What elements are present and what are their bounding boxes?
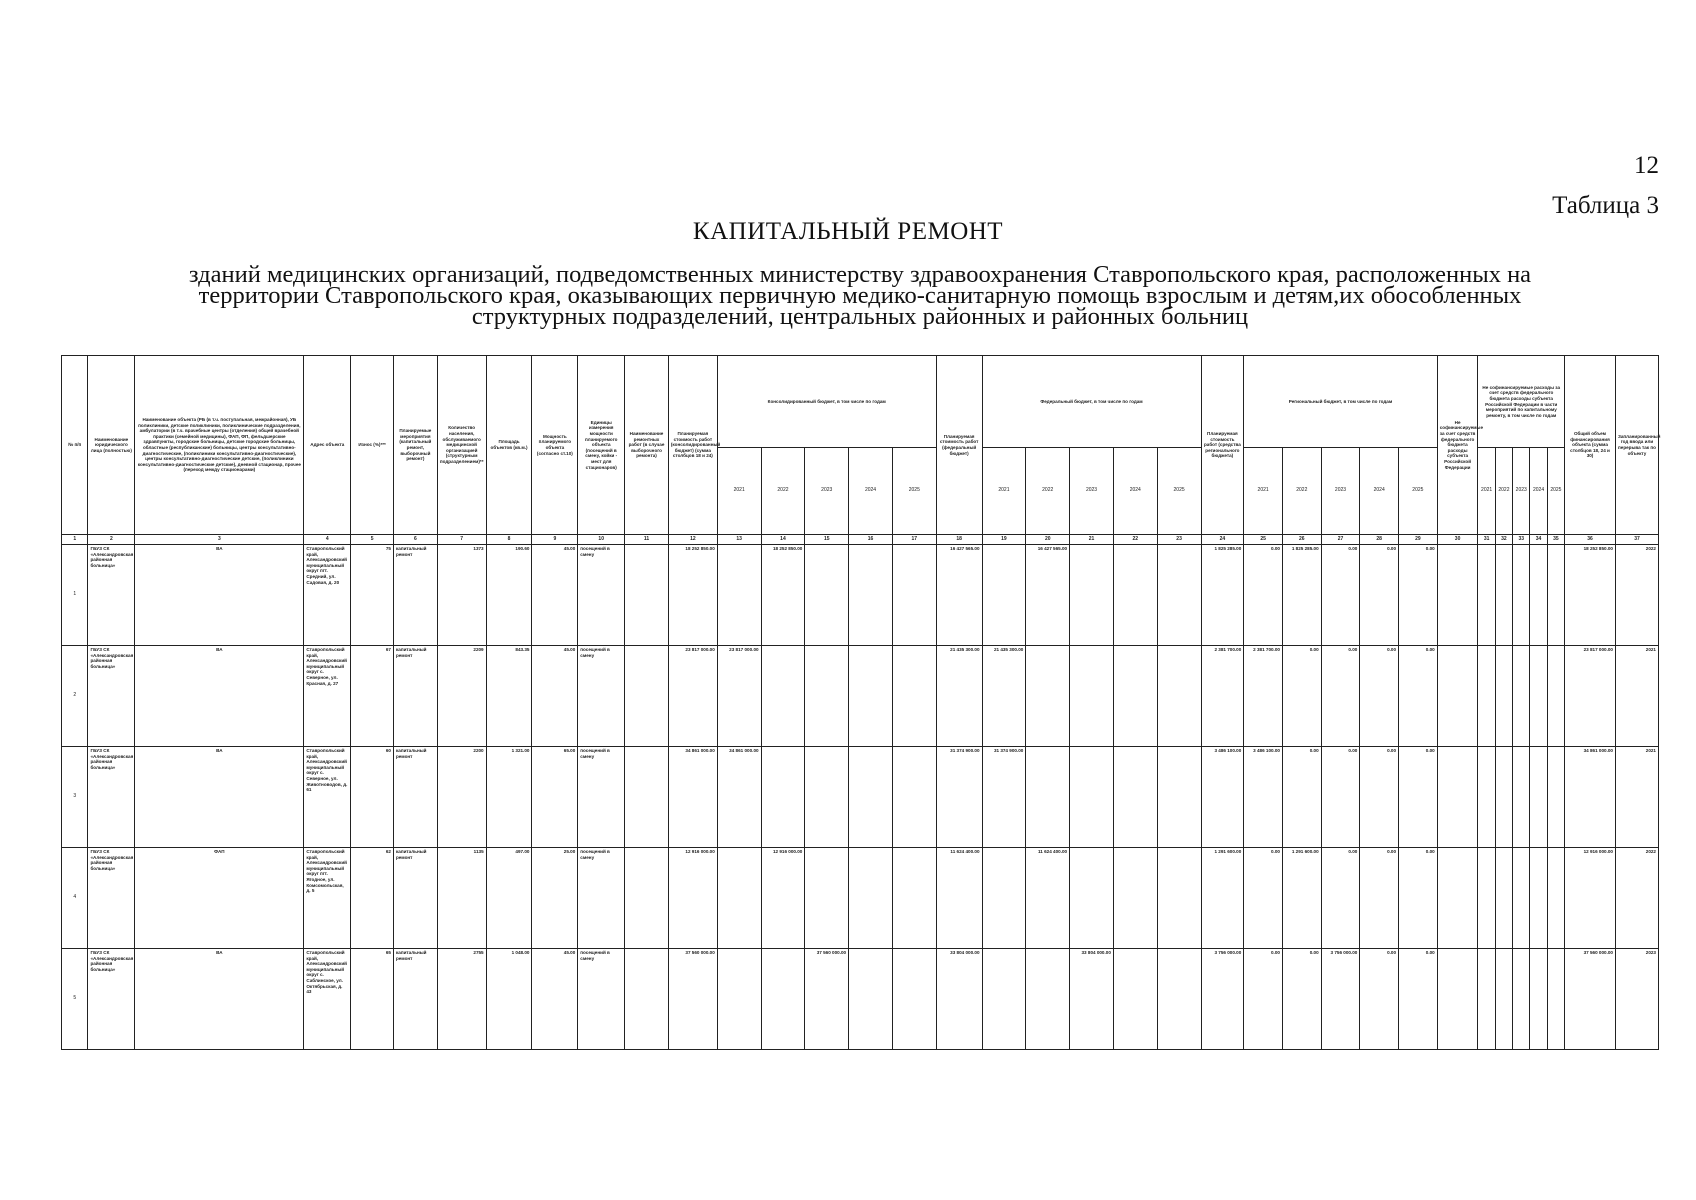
non-cofinanced-year-value (1478, 545, 1495, 646)
consolidated-year-value: 37 560 000.00 (805, 949, 849, 1050)
regional-year-value: 0.00 (1360, 848, 1399, 949)
consolidated-year-value (892, 545, 936, 646)
row-number: 1 (62, 545, 88, 646)
regional-year-value: 0.00 (1321, 545, 1360, 646)
non-cofinanced-year-value (1495, 848, 1512, 949)
header-year: 2023 (1321, 448, 1360, 535)
non-cofinanced-year-value (1478, 747, 1495, 848)
wear-percent: 67 (351, 646, 394, 747)
column-number: 36 (1565, 535, 1616, 545)
federal-year-value (1026, 949, 1070, 1050)
column-number: 16 (849, 535, 893, 545)
capacity-unit: посещений в смену (578, 545, 625, 646)
header-federal-budget: Федеральный бюджет, в том числе по годам (982, 356, 1201, 448)
organization-name: ГБУЗ СК «Александровская районная больница» (88, 646, 135, 747)
regional-cost: 3 756 000.00 (1201, 949, 1244, 1050)
header-year: 2022 (1495, 448, 1512, 535)
planned-event: капитальный ремонт (393, 848, 437, 949)
column-number: 11 (625, 535, 669, 545)
column-number: 4 (304, 535, 351, 545)
planned-event: капитальный ремонт (393, 545, 437, 646)
total-financing: 18 252 850.00 (1565, 545, 1616, 646)
non-cofinanced-year-value (1547, 747, 1564, 848)
repair-works (625, 848, 669, 949)
regional-year-value: 3 756 000.00 (1321, 949, 1360, 1050)
planned-year: 2021 (1615, 747, 1658, 848)
header-year: 2024 (1113, 448, 1157, 535)
document-title: КАПИТАЛЬНЫЙ РЕМОНТ (692, 218, 1004, 245)
non-cofinanced-year-value (1547, 949, 1564, 1050)
column-number: 2 (88, 535, 135, 545)
capacity-unit: посещений в смену (578, 747, 625, 848)
total-financing: 23 817 000.00 (1565, 646, 1616, 747)
column-number: 28 (1360, 535, 1399, 545)
planned-cost-total: 18 252 850.00 (668, 545, 717, 646)
column-number: 25 (1244, 535, 1283, 545)
header-number: № п/п (62, 356, 88, 535)
regional-year-value: 0.00 (1282, 646, 1321, 747)
federal-year-value: 11 624 400.00 (1026, 848, 1070, 949)
repair-works (625, 747, 669, 848)
federal-year-value (1070, 747, 1114, 848)
capacity-unit: посещений в смену (578, 949, 625, 1050)
header-regional-cost: Планируемая стоимость работ (средства регионального бюджета) (1201, 356, 1244, 535)
header-capacity-unit: Единицы измерения мощности планируемого объекта (посещений в смену, койки - мест для стационаров) (578, 356, 625, 535)
consolidated-year-value (892, 949, 936, 1050)
consolidated-year-value (805, 646, 849, 747)
subtitle-line: зданий медицинских организаций, подведомственных министерству здравоохранения Ставропольского края, расположенных на (188, 261, 1532, 288)
planned-year: 2022 (1615, 848, 1658, 949)
header-repair-works: Наименование ремонтных работ (в случае выборочного ремонта) (625, 356, 669, 535)
object-address: Ставропольский край, Александровский муниципальный округ пгт. Ягодное, ул. Комсомольская, д. 5 (304, 848, 351, 949)
area: 843.35 (486, 646, 532, 747)
header-non-cofinanced: Не софинансируемые за счет средств федерального бюджета расходы субъекта Российской Федерации (1437, 356, 1478, 535)
header-regional-budget: Региональный бюджет, в том числе по годам (1244, 356, 1437, 448)
federal-year-value (982, 949, 1026, 1050)
non-cofinanced-year-value (1513, 747, 1530, 848)
non-cofinanced-year-value (1513, 646, 1530, 747)
federal-year-value: 16 427 565.00 (1026, 545, 1070, 646)
federal-year-value (1113, 545, 1157, 646)
consolidated-year-value (849, 949, 893, 1050)
total-financing: 37 560 000.00 (1565, 949, 1616, 1050)
object-type: ВА (135, 646, 304, 747)
header-year: 2025 (1399, 448, 1438, 535)
population: 2209 (437, 646, 486, 747)
planned-cost-total: 37 560 000.00 (668, 949, 717, 1050)
object-address: Ставропольский край, Александровский муниципальный округ с. Северное, ул. Красная, д. 27 (304, 646, 351, 747)
header-year: 2021 (717, 448, 761, 535)
header-object-name: Наименование объекта (РБ (в т.ч. поступальная, межрайонная), УБ поликлиники, детские поликлиники, поликлинические подразделения, амбулатории (в т.ч. врачебные центры (отделения) общей врачебной практики (семейной медицины), ФАП, ФП, фельдшерские здравпункты, городские больницы, детские городские больницы, областные (республиканские) больницы, центры консультативно-диагностические, (поликлиники консультативно-диагностические), центры консультативно-диагностические детские, (поликлиники консультативно-диагностические детские), дневной стационар, прочее (переход между стационарами) (135, 356, 304, 535)
federal-year-value (1157, 747, 1201, 848)
non-cofinanced-year-value (1530, 747, 1547, 848)
non-cofinanced-year-value (1547, 545, 1564, 646)
non-cofinanced-year-value (1547, 848, 1564, 949)
planned-cost-total: 12 916 000.00 (668, 848, 717, 949)
capacity: 45.00 (532, 545, 578, 646)
planned-cost-total: 34 861 000.00 (668, 747, 717, 848)
capacity: 45.00 (532, 949, 578, 1050)
non-cofinanced-cost (1437, 848, 1478, 949)
column-number: 19 (982, 535, 1026, 545)
regional-year-value: 0.00 (1282, 747, 1321, 848)
consolidated-year-value (892, 747, 936, 848)
consolidated-year-value: 34 861 000.00 (717, 747, 761, 848)
federal-year-value (1113, 848, 1157, 949)
regional-year-value: 3 486 100.00 (1244, 747, 1283, 848)
object-address: Ставропольский край, Александровский муниципальный округ пгт. Средний, ул. Садовая, д. 20 (304, 545, 351, 646)
capacity-unit: посещений в смену (578, 646, 625, 747)
consolidated-year-value (849, 646, 893, 747)
regional-year-value: 2 381 700.00 (1244, 646, 1283, 747)
consolidated-year-value (761, 949, 805, 1050)
federal-cost: 16 427 565.00 (936, 545, 982, 646)
header-year: 2025 (1157, 448, 1201, 535)
object-address: Ставропольский край, Александровский муниципальный округ с. Северное, ул. Животноводов, д. 61 (304, 747, 351, 848)
population: 2200 (437, 747, 486, 848)
header-planned-events: Планируемые мероприятия (капитальный ремонт, выборочный ремонт) (393, 356, 437, 535)
column-number: 13 (717, 535, 761, 545)
regional-year-value: 1 291 600.00 (1282, 848, 1321, 949)
non-cofinanced-year-value (1495, 747, 1512, 848)
regional-cost: 3 486 100.00 (1201, 747, 1244, 848)
consolidated-year-value (892, 848, 936, 949)
non-cofinanced-cost (1437, 949, 1478, 1050)
column-number: 15 (805, 535, 849, 545)
regional-year-value: 0.00 (1399, 848, 1438, 949)
header-year: 2024 (1530, 448, 1547, 535)
column-number: 37 (1615, 535, 1658, 545)
header-year: 2024 (849, 448, 893, 535)
document-subtitle (105, 261, 1615, 330)
column-number: 20 (1026, 535, 1070, 545)
table-row (62, 747, 1659, 848)
federal-year-value: 31 374 900.00 (982, 747, 1026, 848)
federal-year-value: 33 804 000.00 (1070, 949, 1114, 1050)
population: 1135 (437, 848, 486, 949)
planned-cost-total: 23 817 000.00 (668, 646, 717, 747)
non-cofinanced-year-value (1513, 545, 1530, 646)
federal-year-value (1070, 646, 1114, 747)
regional-year-value: 0.00 (1360, 949, 1399, 1050)
consolidated-year-value (717, 848, 761, 949)
object-type: ВА (135, 949, 304, 1050)
column-number: 29 (1399, 535, 1438, 545)
header-federal-cost: Планируемая стоимость работ (федеральный бюджет) (936, 356, 982, 535)
federal-cost: 11 624 400.00 (936, 848, 982, 949)
regional-year-value: 0.00 (1399, 646, 1438, 747)
table-label: Таблица 3 (1552, 192, 1659, 219)
organization-name: ГБУЗ СК «Александровская районная больница» (88, 747, 135, 848)
capital-repair-table (61, 355, 1659, 1050)
organization-name: ГБУЗ СК «Александровская районная больница» (88, 545, 135, 646)
row-number: 5 (62, 949, 88, 1050)
non-cofinanced-year-value (1478, 848, 1495, 949)
repair-works (625, 646, 669, 747)
organization-name: ГБУЗ СК «Александровская районная больница» (88, 949, 135, 1050)
consolidated-year-value (849, 747, 893, 848)
planned-year: 2023 (1615, 949, 1658, 1050)
header-year: 2021 (1244, 448, 1283, 535)
non-cofinanced-year-value (1530, 646, 1547, 747)
column-number: 34 (1530, 535, 1547, 545)
subtitle-line: структурных подразделений, центральных районных и районных больниц (471, 303, 1249, 330)
header-year: 2022 (1026, 448, 1070, 535)
column-number: 3 (135, 535, 304, 545)
federal-cost: 31 374 900.00 (936, 747, 982, 848)
column-number: 23 (1157, 535, 1201, 545)
regional-year-value: 0.00 (1282, 949, 1321, 1050)
header-year: 2021 (1478, 448, 1495, 535)
consolidated-year-value (761, 747, 805, 848)
column-number: 33 (1513, 535, 1530, 545)
federal-year-value (1157, 848, 1201, 949)
column-number: 21 (1070, 535, 1114, 545)
regional-cost: 1 291 600.00 (1201, 848, 1244, 949)
federal-year-value (982, 545, 1026, 646)
regional-year-value: 0.00 (1399, 545, 1438, 646)
wear-percent: 75 (351, 545, 394, 646)
federal-year-value (982, 848, 1026, 949)
header-non-cofinanced-years: Не софинансируемые расходы за счет средств федерального бюджета расходы субъекта Российской Федерации в части мероприятий по капитальному ремонту, в том числе по годам (1478, 356, 1565, 448)
federal-year-value (1026, 747, 1070, 848)
object-type: ВА (135, 747, 304, 848)
header-year: 2022 (761, 448, 805, 535)
column-number: 27 (1321, 535, 1360, 545)
federal-year-value (1070, 545, 1114, 646)
header-year: 2023 (1070, 448, 1114, 535)
non-cofinanced-year-value (1530, 848, 1547, 949)
wear-percent: 60 (351, 747, 394, 848)
table-row (62, 848, 1659, 949)
non-cofinanced-year-value (1513, 848, 1530, 949)
regional-year-value: 1 825 285.00 (1282, 545, 1321, 646)
column-number: 22 (1113, 535, 1157, 545)
federal-year-value (1157, 545, 1201, 646)
table-row (62, 949, 1659, 1050)
column-number: 12 (668, 535, 717, 545)
regional-year-value: 0.00 (1360, 747, 1399, 848)
regional-year-value: 0.00 (1244, 848, 1283, 949)
federal-year-value (1157, 949, 1201, 1050)
planned-event: капитальный ремонт (393, 949, 437, 1050)
repair-works (625, 545, 669, 646)
column-number: 35 (1547, 535, 1564, 545)
header-planned-year: Запланированный год ввода или перерыва так по объекту (1615, 356, 1658, 535)
population: 2755 (437, 949, 486, 1050)
consolidated-year-value (805, 545, 849, 646)
column-number: 24 (1201, 535, 1244, 545)
table-row (62, 545, 1659, 646)
non-cofinanced-year-value (1513, 949, 1530, 1050)
column-number: 10 (578, 535, 625, 545)
area: 1 048.00 (486, 949, 532, 1050)
consolidated-year-value (849, 848, 893, 949)
planned-event: капитальный ремонт (393, 646, 437, 747)
row-number: 2 (62, 646, 88, 747)
regional-year-value: 0.00 (1244, 545, 1283, 646)
header-population: Количество населения, обслуживаемого медицинской организацией (структурным подразделением)** (437, 356, 486, 535)
federal-cost: 33 804 000.00 (936, 949, 982, 1050)
row-number: 3 (62, 747, 88, 848)
capacity-unit: посещений в смену (578, 848, 625, 949)
federal-year-value (1113, 747, 1157, 848)
column-number: 14 (761, 535, 805, 545)
header-year: 2024 (1360, 448, 1399, 535)
header-year: 2023 (1513, 448, 1530, 535)
total-financing: 34 861 000.00 (1565, 747, 1616, 848)
header-address: Адрес объекта (304, 356, 351, 535)
planned-year: 2021 (1615, 646, 1658, 747)
total-financing: 12 916 000.00 (1565, 848, 1616, 949)
non-cofinanced-year-value (1478, 949, 1495, 1050)
consolidated-year-value (761, 646, 805, 747)
regional-year-value: 0.00 (1360, 545, 1399, 646)
federal-year-value (1070, 848, 1114, 949)
consolidated-year-value (805, 747, 849, 848)
federal-cost: 21 435 300.00 (936, 646, 982, 747)
population: 1373 (437, 545, 486, 646)
federal-year-value (1113, 949, 1157, 1050)
non-cofinanced-year-value (1495, 545, 1512, 646)
column-number: 6 (393, 535, 437, 545)
non-cofinanced-year-value (1530, 949, 1547, 1050)
header-total-financing: Общий объем финансирования объекта (сумма столбцов 18, 24 и 30) (1565, 356, 1616, 535)
non-cofinanced-year-value (1530, 545, 1547, 646)
header-year: 2025 (892, 448, 936, 535)
header-wear: Износ (%)*** (351, 356, 394, 535)
consolidated-year-value (717, 545, 761, 646)
consolidated-year-value (892, 646, 936, 747)
column-number: 7 (437, 535, 486, 545)
federal-year-value (1026, 646, 1070, 747)
consolidated-year-value: 12 916 000.00 (761, 848, 805, 949)
non-cofinanced-year-value (1547, 646, 1564, 747)
header-organization: Наименование юридического лица (полностью) (88, 356, 135, 535)
non-cofinanced-year-value (1495, 949, 1512, 1050)
capacity: 45.00 (532, 646, 578, 747)
column-number: 31 (1478, 535, 1495, 545)
column-number: 5 (351, 535, 394, 545)
row-number: 4 (62, 848, 88, 949)
subtitle-line: территории Ставропольского края, оказывающих первичную медико-санитарную помощь взрослым и детям,их обособленных (198, 282, 1522, 309)
column-number: 26 (1282, 535, 1321, 545)
column-number: 8 (486, 535, 532, 545)
capacity: 25.00 (532, 848, 578, 949)
table-row (62, 646, 1659, 747)
non-cofinanced-year-value (1478, 646, 1495, 747)
column-number: 18 (936, 535, 982, 545)
header-capacity: Мощность планируемого объекта (согласно ст.10) (532, 356, 578, 535)
repair-works (625, 949, 669, 1050)
consolidated-year-value (849, 545, 893, 646)
regional-year-value: 0.00 (1321, 747, 1360, 848)
regional-year-value: 0.00 (1321, 646, 1360, 747)
wear-percent: 62 (351, 848, 394, 949)
header-consolidated-budget: Консолидированный бюджет, в том числе по годам (717, 356, 936, 448)
federal-year-value (1157, 646, 1201, 747)
regional-cost: 2 381 700.00 (1201, 646, 1244, 747)
header-year: 2021 (982, 448, 1026, 535)
non-cofinanced-year-value (1495, 646, 1512, 747)
object-address: Ставропольский край, Александровский муниципальный округ с. Саблинское, ул. Октябрьская, д. 43 (304, 949, 351, 1050)
federal-year-value: 21 435 300.00 (982, 646, 1026, 747)
consolidated-year-value: 23 817 000.00 (717, 646, 761, 747)
regional-year-value: 0.00 (1321, 848, 1360, 949)
consolidated-year-value (717, 949, 761, 1050)
regional-cost: 1 825 285.00 (1201, 545, 1244, 646)
object-type: ВА (135, 545, 304, 646)
header-planned-cost: Планируемая стоимость работ (консолидированный бюджет) (сумма столбцов 18 и 24) (668, 356, 717, 535)
header-year: 2025 (1547, 448, 1564, 535)
federal-year-value (1113, 646, 1157, 747)
wear-percent: 65 (351, 949, 394, 1050)
regional-year-value: 0.00 (1399, 747, 1438, 848)
column-number: 1 (62, 535, 88, 545)
organization-name: ГБУЗ СК «Александровская районная больница» (88, 848, 135, 949)
header-year: 2023 (805, 448, 849, 535)
non-cofinanced-cost (1437, 747, 1478, 848)
area: 190.60 (486, 545, 532, 646)
consolidated-year-value: 18 252 850.00 (761, 545, 805, 646)
consolidated-year-value (805, 848, 849, 949)
column-number: 32 (1495, 535, 1512, 545)
page-number: 12 (1634, 152, 1659, 179)
capacity: 65.00 (532, 747, 578, 848)
regional-year-value: 0.00 (1360, 646, 1399, 747)
regional-year-value: 0.00 (1399, 949, 1438, 1050)
regional-year-value: 0.00 (1244, 949, 1283, 1050)
planned-event: капитальный ремонт (393, 747, 437, 848)
area: 1 321.00 (486, 747, 532, 848)
non-cofinanced-cost (1437, 545, 1478, 646)
non-cofinanced-cost (1437, 646, 1478, 747)
column-number: 30 (1437, 535, 1478, 545)
planned-year: 2022 (1615, 545, 1658, 646)
column-number: 17 (892, 535, 936, 545)
area: 497.00 (486, 848, 532, 949)
header-area: Площадь объектов (кв.м.) (486, 356, 532, 535)
object-type: ФАП (135, 848, 304, 949)
header-year: 2022 (1282, 448, 1321, 535)
column-number: 9 (532, 535, 578, 545)
